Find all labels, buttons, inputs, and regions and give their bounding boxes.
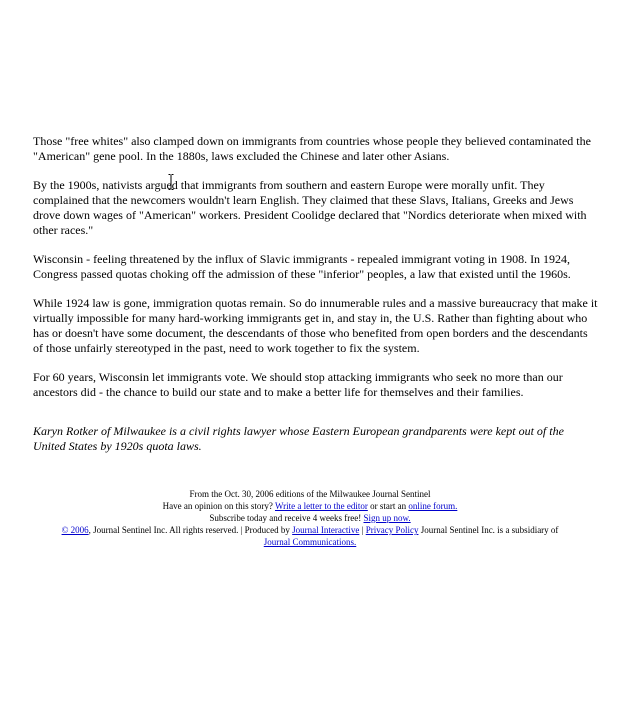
separator: | bbox=[359, 525, 366, 535]
opinion-line bbox=[60, 500, 560, 512]
subsidiary-prefix: Journal Sentinel Inc. is a subsidiary of bbox=[418, 525, 559, 535]
signup-link[interactable]: Sign up now. bbox=[363, 513, 411, 523]
text-cursor-icon bbox=[168, 174, 174, 190]
page-footer bbox=[60, 488, 560, 548]
copyright-line bbox=[60, 524, 560, 548]
subscribe-prefix: Subscribe today and receive 4 weeks free! bbox=[209, 513, 364, 523]
write-letter-link[interactable]: Write a letter to the editor bbox=[274, 501, 368, 511]
journal-communications-link[interactable]: Journal Communications. bbox=[263, 537, 357, 547]
opinion-middle: or start an bbox=[367, 501, 409, 511]
author-bio: Karyn Rotker of Milwaukee is a civil rights lawyer whose Eastern European grandparents were kept out of the United States by 1920s quota laws. bbox=[33, 424, 564, 453]
journal-interactive-link[interactable]: Journal Interactive bbox=[292, 525, 360, 535]
article-paragraph: Those "free whites" also clamped down on immigrants from countries whose people they believed contaminated the "American" gene pool. In the 1880s, laws excluded the Chinese and later other Asians. bbox=[33, 134, 591, 163]
copyright-link[interactable]: © 2006 bbox=[61, 525, 89, 535]
article-paragraph: For 60 years, Wisconsin let immigrants vote. We should stop attacking immigrants who seek no more than our ancestors did - the chance to build our state and to make a better life for themselves and their families. bbox=[33, 370, 563, 399]
article-body bbox=[33, 134, 599, 468]
article-paragraph: While 1924 law is gone, immigration quotas remain. So do innumerable rules and a massive bureaucracy that make it virtually impossible for many hard-working immigrants get in, and stay in, the U.S. Rather than fighting about who has or doesn't have some document, the descendants of those who benefited from open borders and the descendants of those unfairly stereotyped in the past, need to work together to fix the system. bbox=[33, 296, 598, 355]
edition-line: From the Oct. 30, 2006 editions of the Milwaukee Journal Sentinel bbox=[189, 489, 431, 499]
subscribe-line bbox=[60, 512, 560, 524]
opinion-prefix: Have an opinion on this story? bbox=[162, 501, 275, 511]
article-paragraph: Wisconsin - feeling threatened by the influx of Slavic immigrants - repealed immigrant voting in 1908. In 1924, Congress passed quotas choking off the admission of these "inferior" peoples, a law that existed until the 1960s. bbox=[33, 252, 571, 281]
article-paragraph: By the 1900s, nativists argued that immigrants from southern and eastern Europe were morally unfit. They complained that the newcomers wouldn't learn English. They claimed that these Slavs, Italians, Greeks and Jews drove down wages of "American" workers. President Coolidge declared that "Nordics deteriorate when mixed with other races." bbox=[33, 178, 587, 237]
online-forum-link[interactable]: online forum. bbox=[408, 501, 458, 511]
privacy-policy-link[interactable]: Privacy Policy bbox=[365, 525, 419, 535]
rights-text: , Journal Sentinel Inc. All rights reserved. | Produced by bbox=[88, 525, 293, 535]
